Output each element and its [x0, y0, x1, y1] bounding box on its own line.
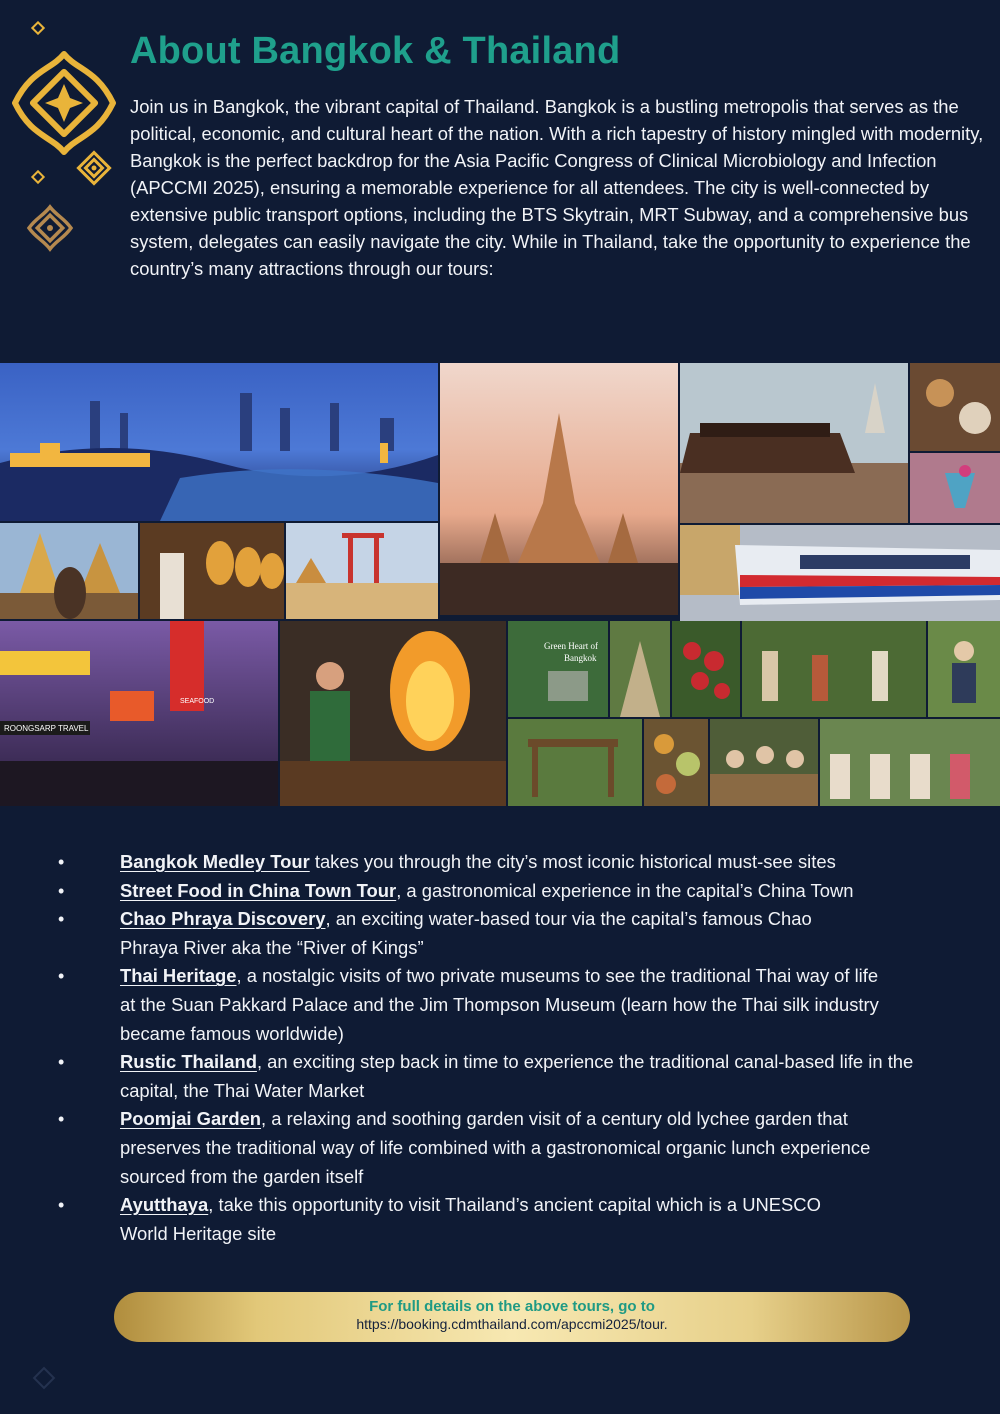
tour-details-banner: [114, 1292, 910, 1342]
photo-river-boat: [680, 363, 908, 523]
tour-link-ayutthaya[interactable]: Ayutthaya: [120, 1194, 209, 1216]
tour-link-chao-phraya[interactable]: Chao Phraya Discovery: [120, 908, 326, 930]
bullet: •: [58, 852, 65, 872]
tour-link-poomjai-garden[interactable]: Poomjai Garden: [120, 1108, 262, 1130]
photo-garden-people: [742, 621, 926, 717]
intro-paragraph: Join us in Bangkok, the vibrant capital of Thailand. Bangkok is a bustling metropolis that serves as the political, economic, and cultural heart of the nation. With a rich tapestry of history mingled with modernity, Bangkok is the perfect backdrop for the Asia Pacific Congress of Clinical Microbiology and Infection (APCCMI 2025), ensuring a memorable experience for all attendees. The city is well-connected by extensive public transport options, including the BTS Skytrain, MRT Subway, and a comprehensive bus system, delegates can easily navigate the city. While in Thailand, take the opportunity to experience the country’s many attractions through our tours:: [130, 96, 984, 279]
shop-sign-text: ROONGSARP TRAVEL: [4, 724, 89, 733]
bullet: •: [58, 909, 65, 930]
tour-item: [58, 1105, 928, 1191]
photo-bts-skytrain: [680, 525, 1000, 621]
green-heart-text-1: Green Heart of: [544, 641, 598, 651]
tour-item: [58, 848, 978, 877]
tour-link-thai-heritage[interactable]: Thai Heritage: [120, 965, 237, 987]
tour-description: , take this opportunity to visit Thailand’s ancient capital which is a UNESCO World Heritage site: [120, 1194, 821, 1244]
banner-lead-text: For full details on the above tours, go to: [369, 1298, 655, 1315]
photo-collage: [0, 363, 1000, 806]
photo-chinatown-night: [0, 621, 278, 806]
small-diamond-icon-2: [30, 169, 46, 185]
page-title: About Bangkok & Thailand: [130, 30, 621, 72]
photo-green-heart-aerial: [508, 621, 608, 717]
photo-dining-table: [910, 363, 1000, 451]
green-heart-text-2: Bangkok: [564, 653, 597, 663]
tour-item: [58, 962, 898, 1048]
photo-organic-lunch: [644, 719, 708, 806]
photo-giant-swing: [286, 523, 438, 619]
tour-description: , a relaxing and soothing garden visit of a century old lychee garden that preserves the traditional way of life combined with a gastronomical organic lunch experience sourced from the garden itself: [120, 1108, 871, 1187]
bullet: •: [58, 1195, 65, 1216]
photo-golden-buddhas: [140, 523, 284, 619]
photo-garden-pavilion: [508, 719, 642, 806]
photo-cocktail-drink: [910, 453, 1000, 523]
photo-group-dining: [710, 719, 818, 806]
photo-lychees: [672, 621, 740, 717]
bronze-flower-motif-icon: [26, 204, 74, 252]
tour-link-rustic-thailand[interactable]: Rustic Thailand: [120, 1051, 257, 1073]
tour-item: [58, 1048, 943, 1105]
small-diamond-icon: [31, 21, 45, 35]
tour-list: [58, 848, 978, 1248]
seafood-sign-text: SEAFOOD: [180, 698, 215, 705]
medium-flower-motif-icon: [74, 148, 114, 188]
photo-street-food-wok: [280, 621, 506, 806]
photo-wat-arun-sunset: [440, 363, 678, 615]
thai-flower-motif-icon: [9, 48, 119, 158]
photo-woman-garden: [928, 621, 1000, 717]
bullet: •: [58, 966, 65, 987]
bullet: •: [58, 1052, 65, 1073]
tour-description: takes you through the city’s most iconic historical must-see sites: [309, 851, 836, 872]
photo-garden-path: [610, 621, 670, 717]
tour-details-link[interactable]: https://booking.cdmthailand.com/apccmi2025/tour.: [356, 1316, 668, 1332]
tour-item: [58, 905, 858, 962]
tour-link-bangkok-medley[interactable]: Bangkok Medley Tour: [120, 851, 310, 872]
tour-item: [58, 877, 978, 906]
photo-bangkok-skyline-night: [0, 363, 438, 521]
photo-temple-visitor: [0, 523, 138, 619]
photo-local-women: [820, 719, 1000, 806]
tour-item: [58, 1191, 828, 1248]
bullet: •: [58, 880, 65, 901]
faint-motif-icon: [30, 1364, 58, 1392]
tour-description: , an exciting water-based tour via the capital’s famous Chao Phraya River aka the “River of Kings”: [120, 908, 812, 958]
bullet: •: [58, 1109, 65, 1130]
tour-description: , an exciting step back in time to experience the traditional canal-based life in the capital, the Thai Water Market: [120, 1051, 914, 1101]
tour-description: , a nostalgic visits of two private museums to see the traditional Thai way of life at the Suan Pakkard Palace and the Jim Thompson Museum (learn how the Thai silk industry became famous worldwide): [120, 965, 879, 1044]
tour-description: , a gastronomical experience in the capital’s China Town: [396, 879, 854, 901]
tour-link-street-food[interactable]: Street Food in China Town Tour: [120, 879, 397, 901]
